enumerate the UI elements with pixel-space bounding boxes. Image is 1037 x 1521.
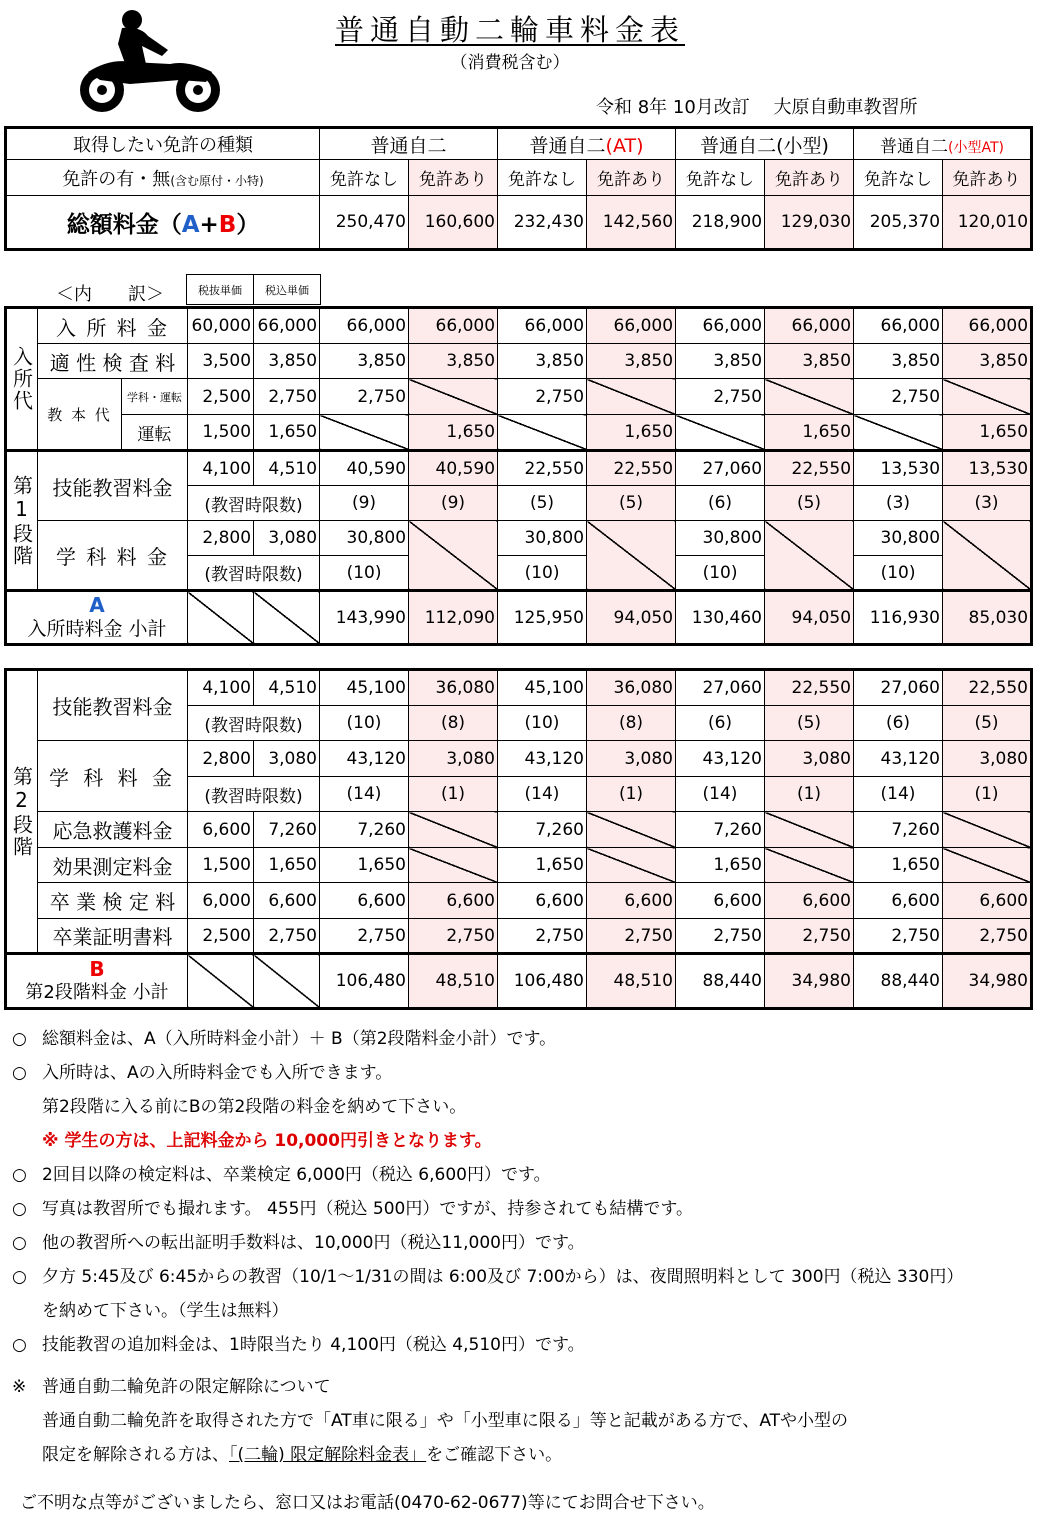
lesson-count-label: (教習時限数) <box>188 486 320 521</box>
lesson-count: (9) <box>409 486 498 521</box>
row-label: 卒業証明書料 <box>38 919 188 954</box>
fee-cell: 66,000 <box>409 308 498 344</box>
fee-cell: 2,750 <box>409 919 498 954</box>
empty-cell <box>765 848 854 883</box>
contact-note: ご不明な点等がございましたら、窓口又はお電話(0470-62-0677)等にてお問合せ下さい。 <box>20 1493 715 1513</box>
empty-cell <box>254 591 320 645</box>
incl-price: 1,650 <box>254 848 320 883</box>
empty-cell <box>943 521 1032 591</box>
row-label: 技能教習料金 <box>38 451 188 521</box>
textbook-label: 教 本 代 <box>38 379 122 451</box>
lesson-count: (1) <box>765 777 854 812</box>
fee-cell: 66,000 <box>676 308 765 344</box>
incl-price: 4,510 <box>254 451 320 486</box>
page-subtitle: （消費税含む） <box>450 53 570 73</box>
col-excl-tax: 税抜単価 <box>187 275 254 305</box>
lesson-count: (10) <box>498 556 587 591</box>
empty-cell <box>765 812 854 848</box>
incl-price: 1,650 <box>254 415 320 451</box>
fee-cell: 2,750 <box>676 379 765 415</box>
subtotal-value: 94,050 <box>587 591 676 645</box>
row-label: 卒 業 検 定 料 <box>38 883 188 919</box>
fee-cell: 27,060 <box>676 451 765 486</box>
total-label: 総額料金（A+B） <box>6 196 320 250</box>
incl-price: 4,510 <box>254 670 320 706</box>
incl-price: 3,080 <box>254 741 320 777</box>
total-value: 160,600 <box>409 196 498 250</box>
fee-cell: 13,530 <box>854 451 943 486</box>
fee-cell: 40,590 <box>409 451 498 486</box>
empty-cell <box>409 521 498 591</box>
empty-cell <box>765 379 854 415</box>
subtotal-value: 130,460 <box>676 591 765 645</box>
stage2-label: 第2段階 <box>6 670 38 954</box>
fee-cell: 22,550 <box>498 451 587 486</box>
empty-cell <box>587 812 676 848</box>
incl-price: 2,750 <box>254 379 320 415</box>
note-item: 第2段階に入る前にBの第2段階の料金を納めて下さい。 <box>42 1097 467 1117</box>
fee-cell: 7,260 <box>498 812 587 848</box>
subtotal-value: 88,440 <box>854 954 943 1009</box>
fee-cell: 2,750 <box>320 919 409 954</box>
fee-cell: 45,100 <box>498 670 587 706</box>
subtotal-value: 94,050 <box>765 591 854 645</box>
stage1-table <box>4 306 1033 646</box>
license-status-label: 免許の有・無(含む原付・小特) <box>6 160 320 196</box>
note-item: ○ 写真は教習所でも撮れます。 455円（税込 500円）ですが、持参されても結構です。 <box>12 1199 693 1219</box>
row-label: 学科・運転 <box>122 379 188 415</box>
note-item: を納めて下さい。（学生は無料） <box>42 1301 289 1321</box>
fee-cell: 3,850 <box>409 344 498 379</box>
total-value: 250,470 <box>320 196 409 250</box>
fee-cell: 1,650 <box>676 848 765 883</box>
lesson-count: (10) <box>320 706 409 741</box>
fee-cell: 2,750 <box>587 919 676 954</box>
fee-cell: 1,650 <box>498 848 587 883</box>
stage2-table <box>4 668 1033 1010</box>
lesson-count: (1) <box>943 777 1032 812</box>
total-value: 232,430 <box>498 196 587 250</box>
fee-cell: 3,850 <box>676 344 765 379</box>
fee-cell: 43,120 <box>676 741 765 777</box>
fee-cell: 66,000 <box>320 308 409 344</box>
empty-cell <box>409 848 498 883</box>
total-value: 142,560 <box>587 196 676 250</box>
empty-cell <box>676 415 765 451</box>
lesson-count: (5) <box>943 706 1032 741</box>
row-label: 適 性 検 査 料 <box>38 344 188 379</box>
note-item: ○ 他の教習所への転出証明手数料は、10,000円（税込11,000円）です。 <box>12 1233 585 1253</box>
row-label: 学 科 料 金 <box>38 521 188 591</box>
fee-cell: 1,650 <box>765 415 854 451</box>
fee-cell: 3,080 <box>943 741 1032 777</box>
empty-cell <box>320 415 409 451</box>
lesson-count: (1) <box>409 777 498 812</box>
excl-price: 60,000 <box>188 308 254 344</box>
fee-cell: 2,750 <box>765 919 854 954</box>
lesson-count: (1) <box>587 777 676 812</box>
fee-cell: 30,800 <box>498 521 587 556</box>
fee-cell: 7,260 <box>676 812 765 848</box>
summary-table <box>4 126 1033 251</box>
empty-cell <box>188 954 254 1009</box>
unit-price-header <box>186 274 321 305</box>
fee-cell: 3,850 <box>320 344 409 379</box>
fee-cell: 66,000 <box>765 308 854 344</box>
fee-cell: 7,260 <box>320 812 409 848</box>
col-without: 免許なし <box>498 160 587 196</box>
lesson-count: (3) <box>854 486 943 521</box>
fee-cell: 2,750 <box>498 919 587 954</box>
note-item: ○ 2回目以降の検定料は、卒業検定 6,000円（税込 6,600円）です。 <box>12 1165 551 1185</box>
course-header-2: 普通自二(AT) <box>498 128 676 160</box>
fee-cell: 66,000 <box>854 308 943 344</box>
lesson-count: (5) <box>587 486 676 521</box>
lesson-count: (6) <box>854 706 943 741</box>
notes-section <box>12 1022 1027 1520</box>
lesson-count: (9) <box>320 486 409 521</box>
fee-cell: 3,850 <box>498 344 587 379</box>
row-label: 技能教習料金 <box>38 670 188 741</box>
course-header-4: 普通自二(小型AT) <box>854 128 1032 160</box>
fee-cell: 2,750 <box>943 919 1032 954</box>
lesson-count-label: (教習時限数) <box>188 706 320 741</box>
fee-cell: 1,650 <box>409 415 498 451</box>
col-without: 免許なし <box>676 160 765 196</box>
subtotal-value: 125,950 <box>498 591 587 645</box>
excl-price: 3,500 <box>188 344 254 379</box>
fee-cell: 6,600 <box>854 883 943 919</box>
fee-cell: 27,060 <box>854 670 943 706</box>
fee-cell: 22,550 <box>765 670 854 706</box>
col-with: 免許あり <box>765 160 854 196</box>
student-discount-note: ※ 学生の方は、上記料金から 10,000円引きとなります。 <box>42 1131 492 1151</box>
subtotal-a-label: A 入所時料金 小計 <box>6 591 188 645</box>
fee-cell: 6,600 <box>320 883 409 919</box>
license-type-label: 取得したい免許の種類 <box>6 128 320 160</box>
subtotal-value: 106,480 <box>498 954 587 1009</box>
fee-cell: 3,850 <box>943 344 1032 379</box>
note-item: ○ 入所時は、Aの入所時料金でも入所できます。 <box>12 1063 393 1083</box>
lesson-count: (10) <box>320 556 409 591</box>
empty-cell <box>943 379 1032 415</box>
empty-cell <box>498 415 587 451</box>
empty-cell <box>587 521 676 591</box>
row-label: 運転 <box>122 415 188 451</box>
fee-cell: 6,600 <box>587 883 676 919</box>
incl-price: 66,000 <box>254 308 320 344</box>
lesson-count: (14) <box>498 777 587 812</box>
revision-note: 令和 8年 10月改訂 大原自動車教習所 <box>596 97 918 118</box>
fee-cell: 6,600 <box>498 883 587 919</box>
incl-price: 3,080 <box>254 521 320 556</box>
fee-cell: 43,120 <box>498 741 587 777</box>
course-header-1: 普通自二 <box>320 128 498 160</box>
empty-cell <box>943 848 1032 883</box>
row-label: 効果測定料金 <box>38 848 188 883</box>
fee-cell: 3,850 <box>765 344 854 379</box>
fee-cell: 36,080 <box>409 670 498 706</box>
empty-cell <box>587 379 676 415</box>
subtotal-value: 106,480 <box>320 954 409 1009</box>
fee-cell: 1,650 <box>320 848 409 883</box>
lesson-count: (5) <box>498 486 587 521</box>
note-item: ○ 夕方 5:45及び 6:45からの教習（10/1～1/31の間は 6:00及び 7:00から）は、夜間照明料として 300円（税込 330円） <box>12 1267 964 1287</box>
fee-cell: 22,550 <box>943 670 1032 706</box>
fee-cell: 43,120 <box>320 741 409 777</box>
lesson-count: (6) <box>676 706 765 741</box>
lesson-count: (6) <box>676 486 765 521</box>
fee-cell: 3,080 <box>409 741 498 777</box>
fee-cell: 3,850 <box>854 344 943 379</box>
fee-cell: 1,650 <box>587 415 676 451</box>
fee-cell: 2,750 <box>854 919 943 954</box>
subtotal-value: 143,990 <box>320 591 409 645</box>
lesson-count: (14) <box>320 777 409 812</box>
col-with: 免許あり <box>587 160 676 196</box>
lesson-count: (8) <box>587 706 676 741</box>
motorcycle-rider-icon <box>70 10 230 115</box>
fee-cell: 2,750 <box>676 919 765 954</box>
excl-price: 1,500 <box>188 415 254 451</box>
subtotal-value: 48,510 <box>409 954 498 1009</box>
fee-cell: 27,060 <box>676 670 765 706</box>
col-without: 免許なし <box>320 160 409 196</box>
lesson-count: (10) <box>854 556 943 591</box>
restriction-note: ※ 普通自動二輪免許の限定解除について <box>12 1377 331 1397</box>
fee-cell: 66,000 <box>587 308 676 344</box>
subtotal-value: 85,030 <box>943 591 1032 645</box>
note-item: ○ 技能教習の追加料金は、1時限当たり 4,100円（税込 4,510円）です。 <box>12 1335 585 1355</box>
lesson-count: (14) <box>676 777 765 812</box>
empty-cell <box>587 848 676 883</box>
course-header-3: 普通自二(小型) <box>676 128 854 160</box>
fee-cell: 30,800 <box>676 521 765 556</box>
row-label: 学 科 料 金 <box>38 741 188 812</box>
lesson-count: (3) <box>943 486 1032 521</box>
excl-price: 2,500 <box>188 919 254 954</box>
empty-cell <box>943 812 1032 848</box>
incl-price: 3,850 <box>254 344 320 379</box>
fee-cell: 2,750 <box>320 379 409 415</box>
note-item: ○ 総額料金は、A（入所時料金小計）＋ B（第2段階料金小計）です。 <box>12 1029 557 1049</box>
restriction-fee-table-link[interactable]: 「(二輪) 限定解除料金表」 <box>229 1445 427 1465</box>
fee-cell: 40,590 <box>320 451 409 486</box>
note-item: 普通自動二輪免許を取得された方で「AT車に限る」や「小型車に限る」等と記載がある方で、ATや小型の <box>42 1411 849 1431</box>
fee-cell: 2,750 <box>854 379 943 415</box>
lesson-count: (5) <box>765 486 854 521</box>
row-label: 入 所 料 金 <box>38 308 188 344</box>
fee-cell: 6,600 <box>765 883 854 919</box>
fee-cell: 22,550 <box>587 451 676 486</box>
col-with: 免許あり <box>409 160 498 196</box>
excl-price: 2,500 <box>188 379 254 415</box>
lesson-count-label: (教習時限数) <box>188 777 320 812</box>
subtotal-value: 116,930 <box>854 591 943 645</box>
note-item: 限定を解除される方は、「(二輪) 限定解除料金表」をご確認下さい。 <box>42 1445 563 1465</box>
fee-cell: 30,800 <box>854 521 943 556</box>
incl-price: 6,600 <box>254 883 320 919</box>
excl-price: 2,800 <box>188 521 254 556</box>
total-value: 120,010 <box>943 196 1032 250</box>
incl-price: 7,260 <box>254 812 320 848</box>
lesson-count: (10) <box>498 706 587 741</box>
excl-price: 1,500 <box>188 848 254 883</box>
col-with: 免許あり <box>943 160 1032 196</box>
page-title: 普通自動二輪車料金表 <box>334 13 685 47</box>
subtotal-value: 48,510 <box>587 954 676 1009</box>
fee-cell: 2,750 <box>498 379 587 415</box>
fee-cell: 7,260 <box>854 812 943 848</box>
fee-cell: 43,120 <box>854 741 943 777</box>
fee-cell: 66,000 <box>498 308 587 344</box>
excl-price: 4,100 <box>188 451 254 486</box>
empty-cell <box>188 591 254 645</box>
lesson-count: (14) <box>854 777 943 812</box>
subtotal-value: 88,440 <box>676 954 765 1009</box>
excl-price: 2,800 <box>188 741 254 777</box>
lesson-count: (8) <box>409 706 498 741</box>
fee-cell: 1,650 <box>943 415 1032 451</box>
fee-cell: 1,650 <box>854 848 943 883</box>
empty-cell <box>254 954 320 1009</box>
incl-price: 2,750 <box>254 919 320 954</box>
fee-cell: 3,080 <box>765 741 854 777</box>
breakdown-label: ＜内 訳＞ <box>56 284 164 305</box>
total-value: 218,900 <box>676 196 765 250</box>
total-value: 205,370 <box>854 196 943 250</box>
fee-cell: 6,600 <box>943 883 1032 919</box>
col-incl-tax: 税込単価 <box>254 275 321 305</box>
lesson-count: (5) <box>765 706 854 741</box>
empty-cell <box>854 415 943 451</box>
fee-cell: 22,550 <box>765 451 854 486</box>
empty-cell <box>409 812 498 848</box>
fee-cell: 6,600 <box>676 883 765 919</box>
stage1-label: 第1段階 <box>6 451 38 591</box>
empty-cell <box>409 379 498 415</box>
subtotal-value: 34,980 <box>765 954 854 1009</box>
lesson-count-label: (教習時限数) <box>188 556 320 591</box>
col-without: 免許なし <box>854 160 943 196</box>
total-value: 129,030 <box>765 196 854 250</box>
fee-cell: 66,000 <box>943 308 1032 344</box>
fee-cell: 45,100 <box>320 670 409 706</box>
fee-cell: 30,800 <box>320 521 409 556</box>
excl-price: 4,100 <box>188 670 254 706</box>
fee-cell: 3,080 <box>587 741 676 777</box>
fee-cell: 13,530 <box>943 451 1032 486</box>
subtotal-value: 34,980 <box>943 954 1032 1009</box>
excl-price: 6,000 <box>188 883 254 919</box>
row-label: 応急救護料金 <box>38 812 188 848</box>
fee-cell: 36,080 <box>587 670 676 706</box>
admission-group-label: 入所代 <box>6 308 38 451</box>
fee-cell: 3,850 <box>587 344 676 379</box>
lesson-count: (10) <box>676 556 765 591</box>
empty-cell <box>765 521 854 591</box>
excl-price: 6,600 <box>188 812 254 848</box>
subtotal-value: 112,090 <box>409 591 498 645</box>
fee-cell: 6,600 <box>409 883 498 919</box>
subtotal-b-label: B 第2段階料金 小計 <box>6 954 188 1009</box>
